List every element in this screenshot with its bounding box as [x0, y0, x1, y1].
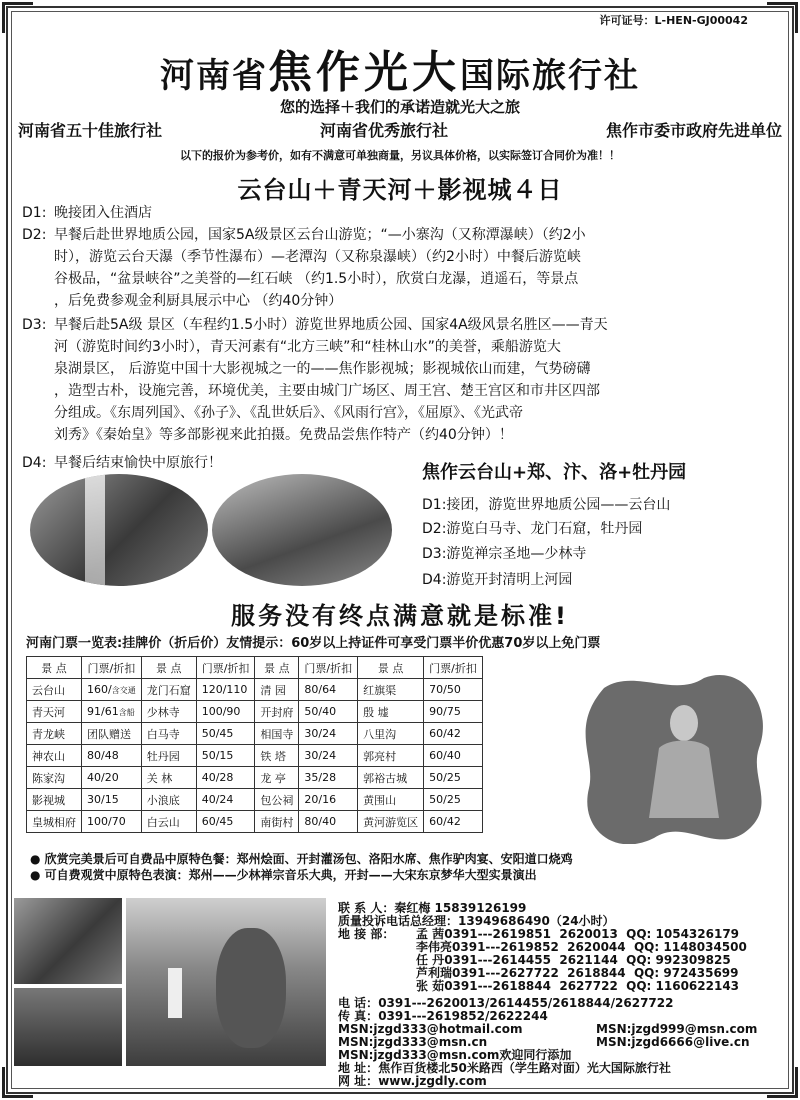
price-value: 40/28 [201, 771, 234, 784]
ticket-spot: 皇城相府 [27, 811, 82, 833]
phone-line: 电 话：0391---2620013/2614455/2618844/2627722 [338, 996, 674, 1010]
table-row [27, 789, 483, 811]
msn-row: MSN:jzgd333@msn.cn MSN:jzgd6666@live.cn [338, 1035, 750, 1049]
itinerary-day-1 [22, 202, 778, 224]
waterfall-photo [30, 474, 208, 586]
grotto-photo [14, 988, 122, 1066]
ticket-spot: 影视城 [27, 789, 82, 811]
price-value: 160/ [87, 683, 112, 696]
ticket-table [26, 656, 483, 833]
price-value: 30/15 [87, 793, 119, 806]
day-text: ，造型古朴，设施完善，环境优美，主要由城门广场区、周王宫、楚王宫区和市井区四部 [54, 383, 600, 399]
ticket-spot: 青天河 [27, 701, 82, 723]
ticket-price [424, 723, 483, 745]
ticket-price [299, 679, 358, 701]
staff-row: 李伟亮0391---2619852 2620044 QQ: 1148034500 [416, 940, 747, 954]
msn-row: MSN:jzgd333@msn.com欢迎同行添加 [338, 1048, 572, 1062]
price-value: 80/64 [304, 683, 337, 696]
day-text: 谷极品，“盆景峡谷”之美誉的—红石峡 （约1.5小时），欣赏白龙瀑，逍遥石，等景点 [54, 271, 579, 287]
price-value: 30/24 [304, 749, 337, 762]
ticket-spot: 云台山 [27, 679, 82, 701]
ticket-spot: 神农山 [27, 745, 82, 767]
honor: 河南省优秀旅行社 [319, 121, 448, 140]
ticket-spot: 陈家沟 [27, 767, 82, 789]
extra-text: 可自费观赏中原特色表演：郑州——少林禅宗音乐大典，开封——大宋东京梦华大型实景演出 [44, 868, 537, 882]
ticket-price [424, 745, 483, 767]
itinerary-day-3 [22, 314, 778, 446]
itinerary-day-4 [22, 452, 402, 474]
price-note: 含交通 [111, 686, 136, 695]
price-value: 60/42 [429, 727, 461, 740]
ticket-price [82, 745, 142, 767]
msn-row: MSN:jzgd333@hotmail.com MSN:jzgd999@msn.com [338, 1022, 758, 1036]
ticket-price [196, 701, 255, 723]
ticket-spot: 南街村 [255, 811, 299, 833]
day-text: 早餐后结束愉快中原旅行！ [54, 455, 222, 471]
buddha-statue-photo [574, 668, 778, 844]
complaint-line: 质量投诉电话总经理：13949686490（24小时） [338, 914, 615, 928]
day-text: 早餐后赴世界地质公园，国家5A级景区云台山游览；“—小寨沟（又称潭瀑峡）（约2小 [54, 227, 586, 243]
ticket-spot: 清 园 [255, 679, 299, 701]
ticket-price [196, 789, 255, 811]
price-value: 100/90 [201, 705, 241, 718]
ticket-price [196, 723, 255, 745]
price-note: 含船 [118, 708, 135, 717]
price-value: 团队赠送 [87, 727, 131, 741]
ticket-spot: 开封府 [255, 701, 299, 723]
itinerary-day-2 [22, 224, 778, 312]
staff-row: 任 丹0391---2614455 2621144 QQ: 992309825 [416, 953, 731, 967]
table-row [27, 723, 483, 745]
day-text: 游览禅宗圣地—少林寺 [446, 546, 587, 562]
col-price: 门票/折扣 [196, 657, 255, 679]
ticket-spot: 包公祠 [255, 789, 299, 811]
day-text: 泉湖景区， 后游览中国十大影视城之一的——焦作影视城；影视城依山而建，气势磅礴 [54, 361, 591, 377]
ticket-price [196, 811, 255, 833]
col-spot: 景 点 [255, 657, 299, 679]
price-value: 80/48 [87, 749, 119, 762]
route2-day [422, 518, 642, 538]
col-price: 门票/折扣 [82, 657, 142, 679]
staff-row: 芦利瑞0391---2627722 2618844 QQ: 972435699 [416, 966, 739, 980]
col-spot: 景 点 [358, 657, 424, 679]
route2-day [422, 543, 586, 563]
ticket-spot: 白云山 [141, 811, 196, 833]
price-value: 60/40 [429, 749, 461, 762]
ticket-spot: 郭亮村 [358, 745, 424, 767]
route1-title: 云台山＋青天河＋影视城４日 [237, 176, 563, 204]
title-suffix: 国际旅行社 [460, 56, 640, 96]
price-value: 80/40 [304, 815, 337, 828]
corner-ornament [2, 1067, 33, 1098]
table-row [27, 701, 483, 723]
service-slogan: 服务没有终点满意就是标准! [231, 602, 569, 630]
slogan: 您的选择＋我们的承诺造就光大之旅 [279, 98, 520, 116]
price-note: 以下的报价为参考价，如有不满意可单独商量，另议具体价格，以实际签订合同价为准！！ [180, 149, 620, 162]
ticket-spot: 牡丹园 [141, 745, 196, 767]
ticket-spot: 郭裕古城 [358, 767, 424, 789]
website-link[interactable]: 网 址：www.jzgdly.com [338, 1074, 487, 1088]
ticket-spot: 少林寺 [141, 701, 196, 723]
title-prefix: 河南省 [160, 56, 268, 96]
extra-item: ● 可自费观赏中原特色表演：郑州——少林禅宗音乐大典，开封——大宋东京梦华大型实景演出 [30, 868, 537, 882]
col-price: 门票/折扣 [424, 657, 483, 679]
corner-ornament [767, 1067, 798, 1098]
ticket-price [424, 767, 483, 789]
price-value: 30/24 [304, 727, 337, 740]
price-value: 50/25 [429, 793, 461, 806]
price-value: 50/15 [201, 749, 234, 762]
extra-text: 欣赏完美景后可自费品中原特色餐：郑州烩面、开封灌汤包、洛阳水席、焦作驴肉宴、安阳道口烧鸡 [44, 852, 573, 866]
day-label: D2: [22, 227, 47, 243]
ticket-price [82, 679, 142, 701]
day-text: 时），游览云台天瀑（季节性瀑布）—老潭沟（又称泉瀑峡）（约2小时）中餐后游览峡 [54, 249, 581, 265]
ticket-price [424, 701, 483, 723]
day-text: 接团，游览世界地质公园——云台山 [446, 497, 671, 513]
table-header-row [27, 657, 483, 679]
day-text: 刘秀》《秦始皇》等多部影视来此拍摄。免费品尝焦作特产（约40分钟）！ [54, 427, 513, 443]
honor: 焦作市委市政府先进单位 [605, 121, 782, 140]
ticket-spot: 小浪底 [141, 789, 196, 811]
ticket-spot: 龙 亭 [255, 767, 299, 789]
canyon-photo [212, 474, 392, 586]
price-value: 20/16 [304, 793, 337, 806]
day-text: 早餐后赴5A级 景区（车程约1.5小时）游览世界地质公园、国家4A级风景名胜区——青天 [54, 317, 608, 333]
ticket-price [82, 767, 142, 789]
ticket-price [299, 701, 358, 723]
ticket-spot: 相国寺 [255, 723, 299, 745]
ticket-spot: 龙门石窟 [141, 679, 196, 701]
ticket-spot: 铁 塔 [255, 745, 299, 767]
ticket-price [299, 723, 358, 745]
route2-title: 焦作云台山+郑、汴、洛+牡丹园 [422, 462, 687, 483]
ticket-price [424, 679, 483, 701]
ticket-spot: 关 林 [141, 767, 196, 789]
ticket-spot: 红旗渠 [358, 679, 424, 701]
ticket-price [424, 789, 483, 811]
ticket-spot: 殷 墟 [358, 701, 424, 723]
price-value: 40/24 [201, 793, 234, 806]
ticket-price [299, 811, 358, 833]
ticket-price [196, 679, 255, 701]
day-text: 河（游览时间约3小时），青天河素有“北方三峡”和“桂林山水”的美誉，乘船游览大 [54, 339, 561, 355]
fax-line: 传 真：0391---2619852/2622244 [338, 1009, 548, 1023]
table-row [27, 811, 483, 833]
day-label: D4: [22, 455, 47, 471]
day-label: D4: [422, 572, 447, 588]
ticket-heading: 河南门票一览表:挂牌价（折后价）友情提示：60岁以上持证件可享受门票半价优惠70岁以上免门票 [26, 636, 601, 651]
table-row [27, 767, 483, 789]
day-text: ，后免费参观金利厨具展示中心 （约40分钟） [54, 293, 343, 309]
day-text: 游览白马寺、龙门石窟，牡丹园 [446, 521, 643, 537]
ticket-price [196, 767, 255, 789]
day-label: D1: [422, 497, 447, 513]
price-value: 120/110 [201, 683, 248, 696]
ticket-price [82, 723, 142, 745]
day-label: D3: [422, 546, 447, 562]
price-value: 50/40 [304, 705, 337, 718]
corner-ornament [2, 2, 33, 33]
price-value: 60/45 [201, 815, 234, 828]
ticket-price [299, 789, 358, 811]
ticket-spot: 黄河游览区 [358, 811, 424, 833]
day-text: 分组成。《东周列国》、《孙子》、《乱世妖后》、《风雨行宫》，《屈原》、《光武帝 [54, 405, 523, 421]
extra-item: ● 欣赏完美景后可自费品中原特色餐：郑州烩面、开封灌汤包、洛阳水席、焦作驴肉宴、安阳道口烧鸡 [30, 852, 573, 866]
ticket-spot: 八里沟 [358, 723, 424, 745]
ticket-spot: 黄围山 [358, 789, 424, 811]
ticket-price [82, 811, 142, 833]
ticket-price [82, 789, 142, 811]
day-label: D1: [22, 205, 47, 221]
col-spot: 景 点 [141, 657, 196, 679]
staff-row: 地 接 部： 孟 茜0391---2619851 2620013 QQ: 1054326179 [338, 927, 740, 941]
day-label: D3: [22, 317, 47, 333]
col-spot: 景 点 [27, 657, 82, 679]
price-value: 60/42 [429, 815, 461, 828]
route2-day [422, 569, 572, 589]
price-value: 70/50 [429, 683, 461, 696]
tourist-rock-photo [126, 898, 326, 1066]
ticket-price [299, 745, 358, 767]
price-value: 40/20 [87, 771, 119, 784]
price-value: 90/75 [429, 705, 461, 718]
corner-ornament [767, 2, 798, 33]
license-number: 许可证号：L-HEN-GJ00042 [599, 14, 748, 27]
title-brand: 焦作光大 [268, 47, 460, 98]
ticket-price [196, 745, 255, 767]
table-row [27, 679, 483, 701]
day-label: D2: [422, 521, 447, 537]
ticket-price [82, 701, 142, 723]
route2-day [422, 494, 670, 514]
price-value: 91/61 [87, 705, 119, 718]
address-line: 地 址：焦作百货楼北50米路西（学生路对面）光大国际旅行社 [338, 1061, 671, 1075]
honors-row [18, 118, 782, 141]
ticket-spot: 青龙峡 [27, 723, 82, 745]
ticket-spot: 白马寺 [141, 723, 196, 745]
agency-title [0, 36, 800, 100]
ticket-price [424, 811, 483, 833]
staff-row: 张 茹0391---2618844 2627722 QQ: 1160622143 [416, 979, 740, 993]
contact-person: 联 系 人：秦红梅 15839126199 [338, 901, 527, 915]
price-value: 50/45 [201, 727, 234, 740]
ticket-price [299, 767, 358, 789]
price-value: 50/25 [429, 771, 461, 784]
day-text: 游览开封清明上河园 [446, 572, 573, 588]
honor: 河南省五十佳旅行社 [18, 121, 163, 140]
table-row [27, 745, 483, 767]
price-value: 100/70 [87, 815, 126, 828]
day-text: 晚接团入住酒店 [54, 205, 152, 221]
price-value: 35/28 [304, 771, 337, 784]
col-price: 门票/折扣 [299, 657, 358, 679]
river-photo [14, 898, 122, 984]
